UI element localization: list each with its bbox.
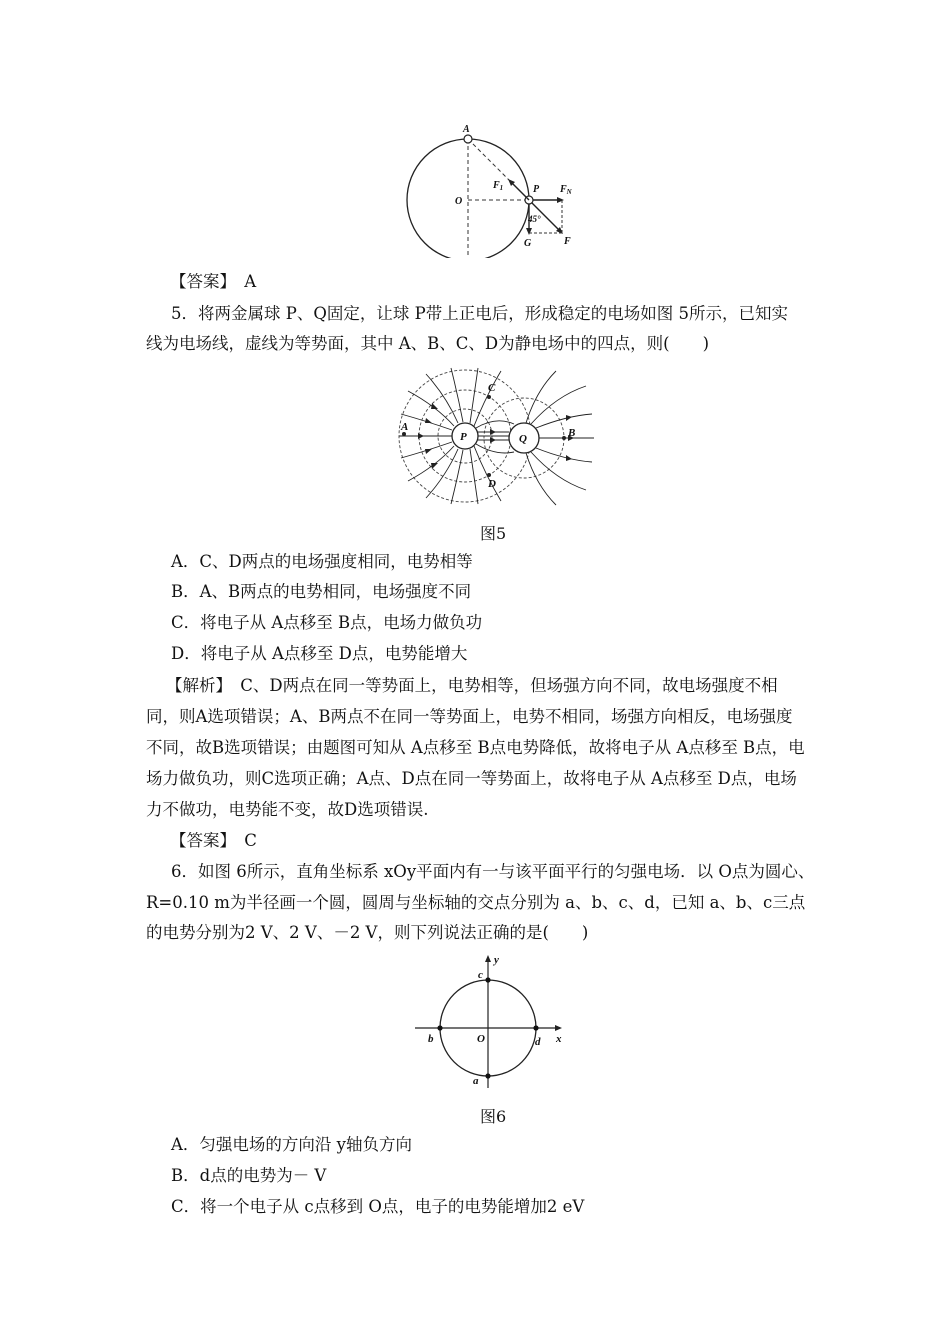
field-line [408, 446, 454, 481]
option-5b: B．A、B两点的电势相同，电场强度不同 [171, 582, 472, 601]
point-a-marker [464, 135, 472, 143]
question-5-line-2: 线为电场线，虚线为等势面，其中 A、B、C、D为静电场中的四点，则( ) [146, 334, 710, 353]
option-6a: A．匀强电场的方向沿 y轴负方向 [171, 1135, 412, 1154]
analysis-5-line-5: 力不做功，电势能不变，故D选项错误. [146, 800, 429, 819]
field-line [536, 414, 592, 428]
label-q: Q [519, 433, 527, 445]
field-arrow [566, 415, 572, 421]
label-o: O [477, 1033, 485, 1045]
label-p: P [533, 184, 540, 195]
field-line [536, 448, 592, 462]
field-line [426, 449, 458, 498]
label-g: G [524, 238, 532, 249]
label-f1: $F_1$ [493, 180, 504, 192]
label-y: y [494, 954, 499, 966]
option-6c: C．将一个电子从 c点移到 O点，电子的电势能增加2 eV [171, 1197, 585, 1216]
question-6-line-3: 的电势分别为2 V、2 V、－2 V，则下列说法正确的是( ) [146, 923, 589, 942]
figure-5-caption: 图5 [480, 524, 507, 543]
label-x: x [556, 1033, 562, 1045]
field-arrow [425, 449, 432, 454]
label-b: B [568, 427, 576, 439]
label-f: F [564, 236, 571, 247]
field-arrow [431, 403, 438, 409]
question-6-line-2: R=0.10 m为半径画一个圆，圆周与坐标轴的交点分别为 a、b、c、d，已知 a、b、c三点 [146, 893, 806, 912]
point-a [485, 1073, 490, 1078]
point-b [437, 1025, 442, 1030]
field-line [474, 446, 501, 501]
option-5c: C．将电子从 A点移至 B点，电场力做负功 [171, 613, 483, 632]
label-c: c [478, 969, 483, 981]
field-arrow [566, 455, 572, 461]
field-line [470, 368, 478, 423]
figure-6-coordinate-circle [410, 951, 575, 1091]
label-angle: 45° [528, 214, 541, 224]
force-fn-arrowhead [557, 197, 564, 203]
point-c [485, 977, 490, 982]
field-line [470, 449, 478, 504]
label-fn: $F_N$ [560, 184, 572, 196]
label-p: P [460, 431, 467, 443]
label-a: a [473, 1075, 479, 1087]
field-line [474, 371, 501, 426]
x-axis-arrowhead [555, 1025, 562, 1031]
gravity-arrowhead [526, 228, 532, 235]
point-c [487, 395, 491, 399]
field-arrow [425, 418, 432, 423]
figure-6-caption: 图6 [480, 1107, 507, 1126]
point-d [487, 473, 491, 477]
y-axis-arrowhead [485, 955, 491, 962]
answer-5: 【答案】 C [170, 831, 257, 850]
analysis-5-line-3: 不同，故B选项错误；由题图可知从 A点移至 B点电势降低，故将电子从 A点移至 B点，电 [146, 738, 805, 757]
label-o: O [455, 196, 463, 207]
label-c: C [488, 382, 496, 394]
label-d: d [535, 1036, 541, 1048]
point-b [562, 436, 566, 440]
label-a: A [401, 421, 409, 433]
label-b: b [428, 1033, 434, 1045]
field-line [451, 450, 463, 504]
field-arrow [418, 433, 424, 439]
figure-4-force-diagram [400, 118, 585, 258]
field-arrow [490, 429, 496, 435]
label-d: D [488, 478, 496, 490]
label-a: A [463, 124, 470, 135]
analysis-5-line-2: 同，则A选项错误；A、B两点不在同一等势面上，电势不相同，场强方向相反，电场强度 [146, 707, 793, 726]
point-d [533, 1025, 538, 1030]
field-line [408, 391, 454, 426]
field-line [526, 371, 556, 423]
question-5-line-1: 5．将两金属球 P、Q固定，让球 P带上正电后，形成稳定的电场如图 5所示，已知实 [171, 304, 788, 323]
question-6-line-1: 6．如图 6所示，直角坐标系 xOy平面内有一与该平面平行的匀强电场．以 O点为圆心、 [171, 862, 815, 881]
field-arrow [431, 463, 438, 469]
answer-4: 【答案】 A [170, 272, 257, 291]
option-5a: A．C、D两点的电场强度相同，电势相等 [171, 552, 473, 571]
field-line [476, 421, 514, 428]
field-line [426, 374, 458, 423]
field-arrow [490, 437, 496, 443]
option-5d: D．将电子从 A点移至 D点，电势能增大 [171, 644, 468, 663]
analysis-5-line-4: 场力做负功，则C选项正确；A点、D点在同一等势面上，故将电子从 A点移至 D点，电场 [146, 769, 797, 788]
figure-5-field-lines [396, 366, 596, 508]
analysis-5-line-1: 【解析】 C、D两点在同一等势面上，电势相等，但场强方向不同，故电场强度不相 [166, 676, 778, 695]
option-6b: B．d点的电势为－ V [171, 1166, 327, 1185]
field-line [451, 368, 463, 422]
field-line [526, 453, 556, 505]
